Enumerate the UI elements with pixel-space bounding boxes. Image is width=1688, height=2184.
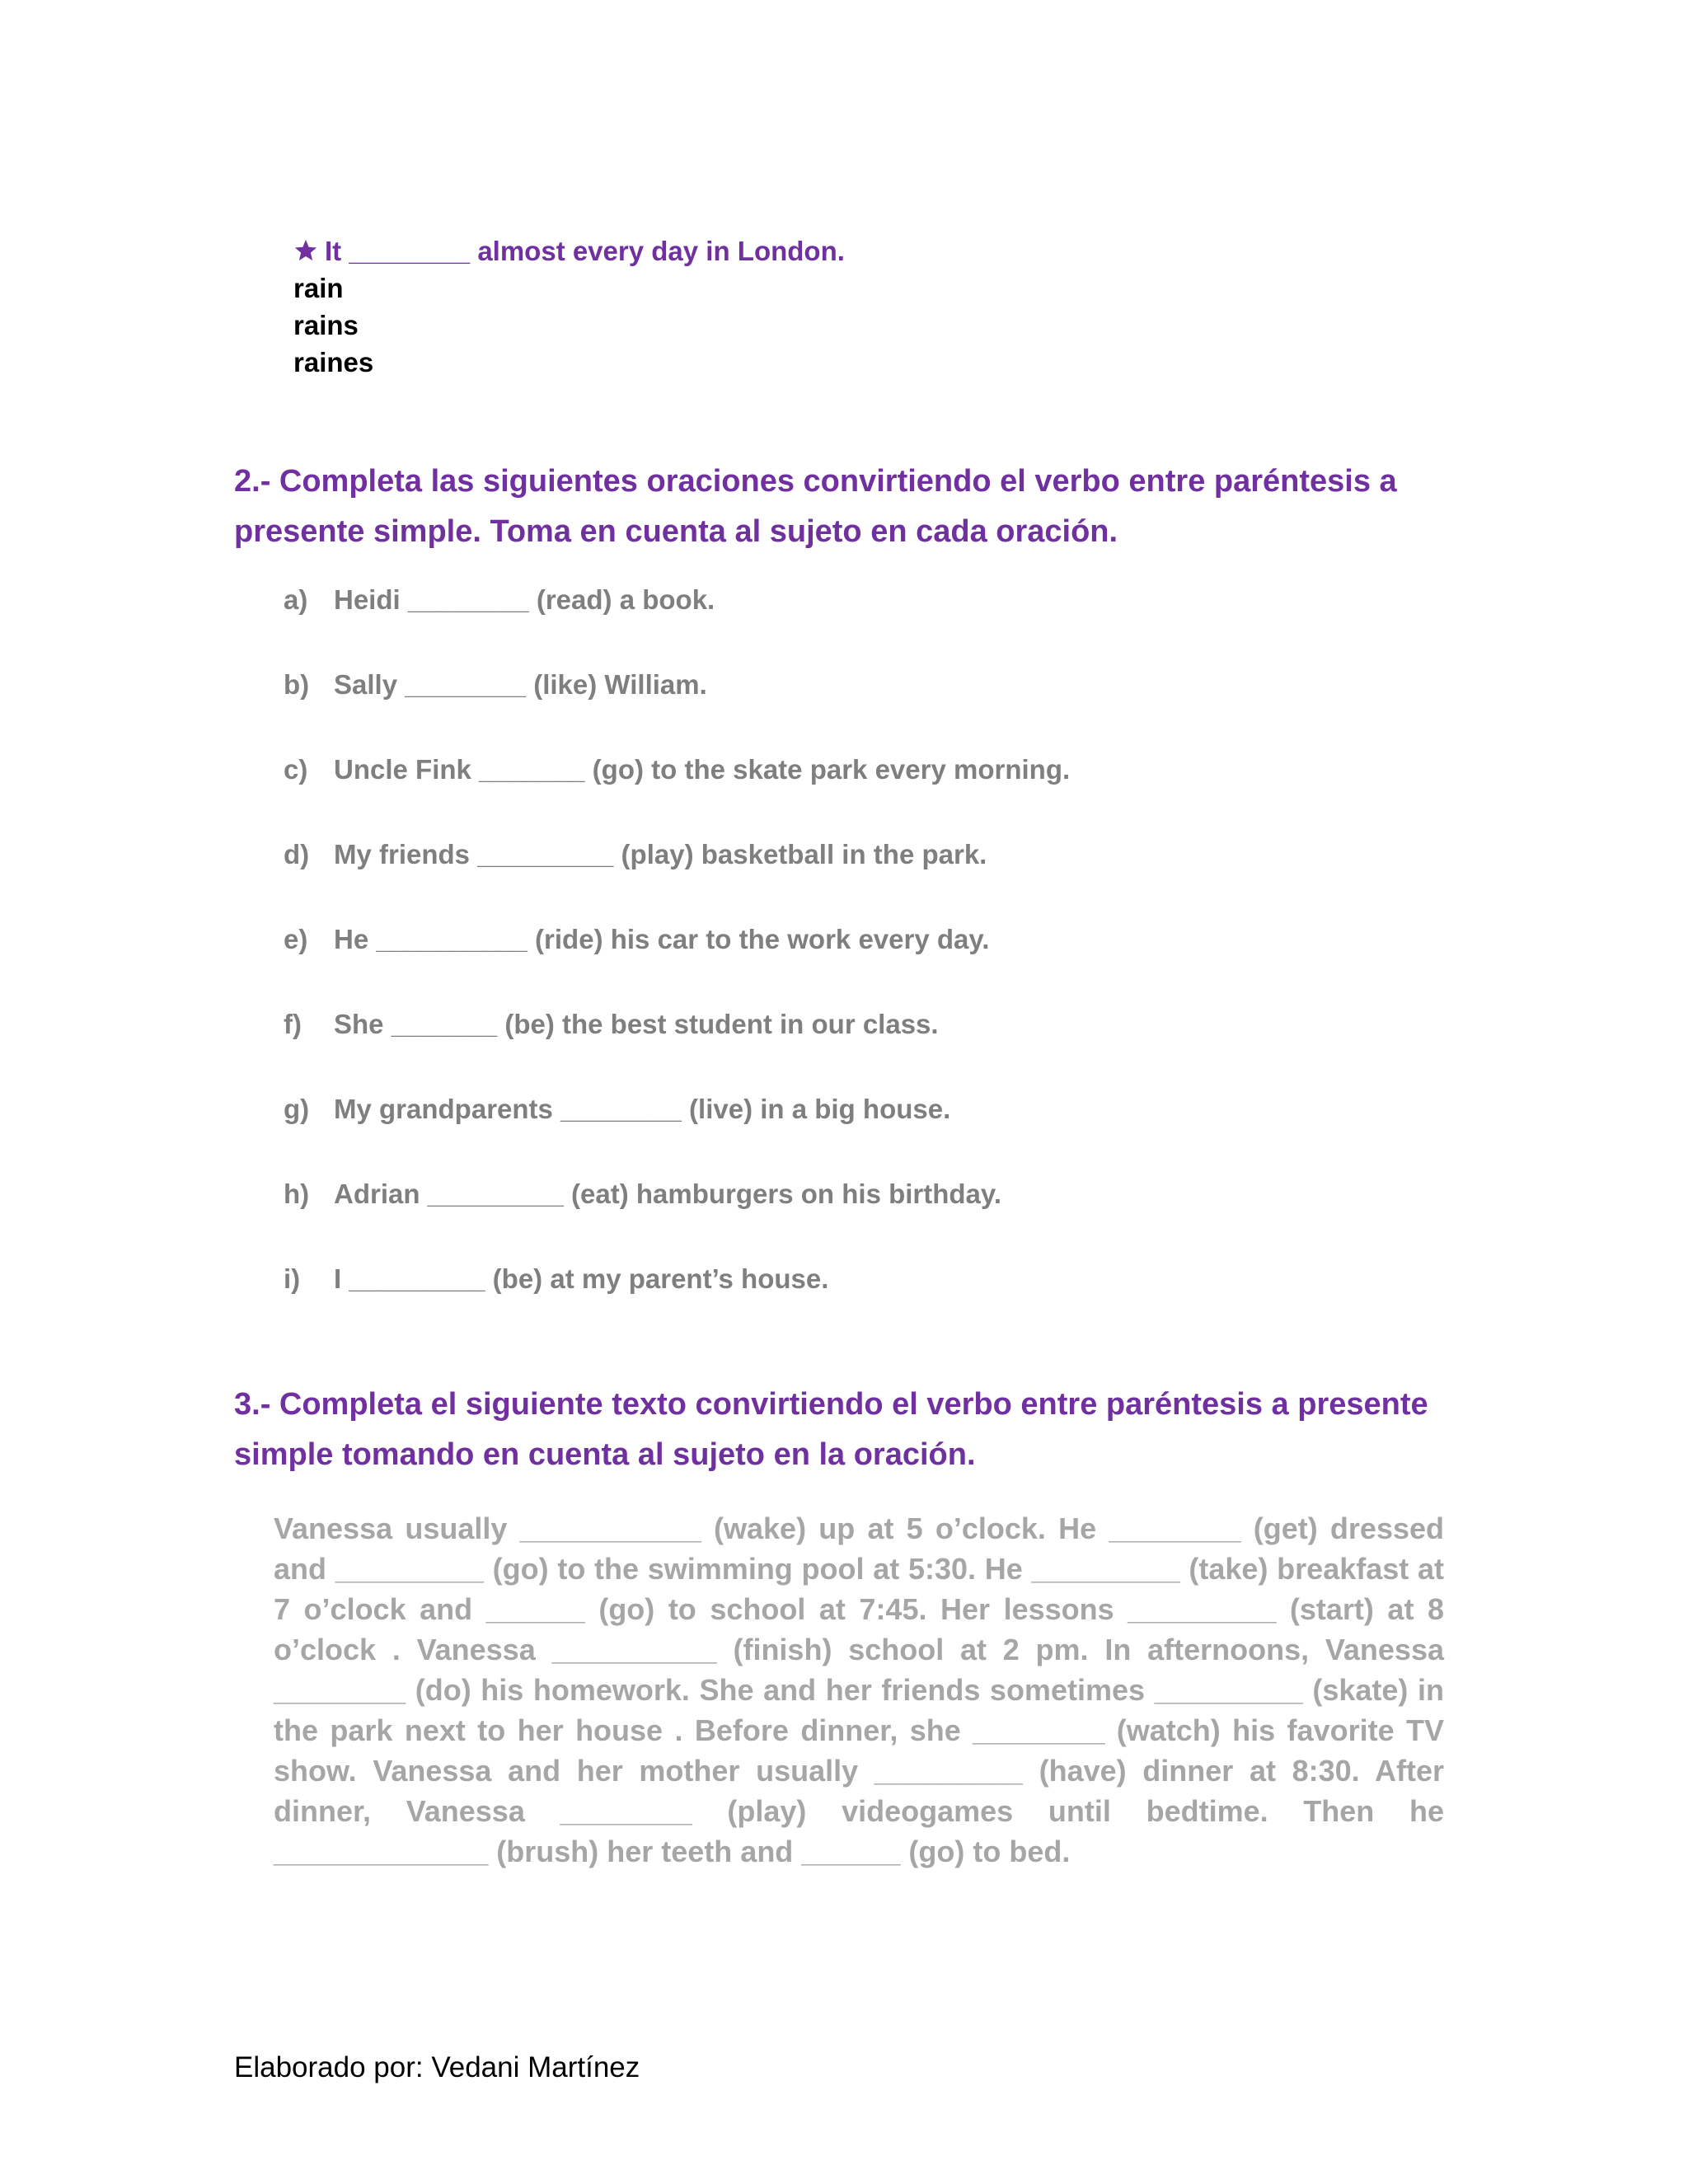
item-letter: b) [284, 669, 310, 700]
item-letter: h) [284, 1179, 310, 1209]
list-item [284, 1260, 828, 1298]
list-item [284, 1005, 939, 1043]
item-letter: f) [284, 1009, 302, 1039]
list-item [284, 1090, 950, 1128]
item-letter: c) [284, 754, 308, 785]
option-rains: rains [293, 310, 359, 340]
section-2-heading-line-1: 2.- Completa las siguientes oraciones convirtiendo el verbo entre paréntesis a [234, 464, 1397, 499]
author-credit: Elaborado por: Vedani Martínez [234, 2051, 640, 2083]
section-3-heading [234, 1380, 1428, 1480]
item-text: She _______ (be) the best student in our class. [334, 1009, 939, 1039]
item-text: Heidi ________ (read) a book. [334, 584, 715, 615]
section-3-heading-line-1: 3.- Completa el siguiente texto convirtiendo el verbo entre paréntesis a presente [234, 1387, 1428, 1422]
section-3-heading-line-2: simple tomando en cuenta al sujeto en la oración. [234, 1437, 976, 1472]
question-1-text: It ________ almost every day in London. [325, 236, 845, 266]
item-text: I _________ (be) at my parent’s house. [334, 1263, 829, 1294]
item-text: Adrian _________ (eat) hamburgers on his birthday. [334, 1179, 1001, 1209]
star-icon [293, 238, 318, 263]
list-item [284, 751, 1070, 789]
question-1 [293, 233, 845, 381]
item-letter: i) [284, 1263, 301, 1294]
item-text: My friends _________ (play) basketball in the park. [334, 839, 987, 869]
list-item [284, 581, 715, 619]
item-letter: e) [284, 924, 308, 954]
item-text: He __________ (ride) his car to the work every day. [334, 924, 990, 954]
list-item [284, 666, 707, 704]
option-rain: rain [293, 273, 344, 303]
option-raines: raines [293, 347, 374, 377]
list-item [284, 1175, 1001, 1213]
list-item [284, 921, 989, 958]
section-2-heading-line-2: presente simple. Toma en cuenta al sujeto en cada oración. [234, 514, 1118, 549]
item-text: My grandparents ________ (live) in a big house. [334, 1094, 951, 1124]
item-letter: a) [284, 584, 308, 615]
item-letter: d) [284, 839, 310, 869]
item-text: Sally ________ (like) William. [334, 669, 707, 700]
item-text: Uncle Fink _______ (go) to the skate park every morning. [334, 754, 1071, 785]
fill-in-paragraph: Vanessa usually ___________ (wake) up at 5 o’clock. He ________ (get) dressed and _________ (go) to the swimming pool at 5:30. He _________ (take) breakfast at 7 o’clock and ______ (go) to school at 7:45. Her lessons _________ (start) at 8 o’clock . Vanessa __________ (finish) school at 2 pm. In afternoons, Vanessa ________ (do) his homework. She and her friends sometimes _________ (skate) in the park next to her house . Before dinner, she ________ (watch) his favorite TV show. Vanessa and her mother usually _________ (have) dinner at 8:30. After dinner, Vanessa ________ (play) videogames until bedtime. Then he _____________ (brush) her teeth and ______ (go) to bed. [274, 1511, 1444, 1868]
list-item [284, 836, 987, 874]
section-2-heading [234, 457, 1397, 557]
item-letter: g) [284, 1094, 310, 1124]
question-1-stem [293, 233, 845, 269]
